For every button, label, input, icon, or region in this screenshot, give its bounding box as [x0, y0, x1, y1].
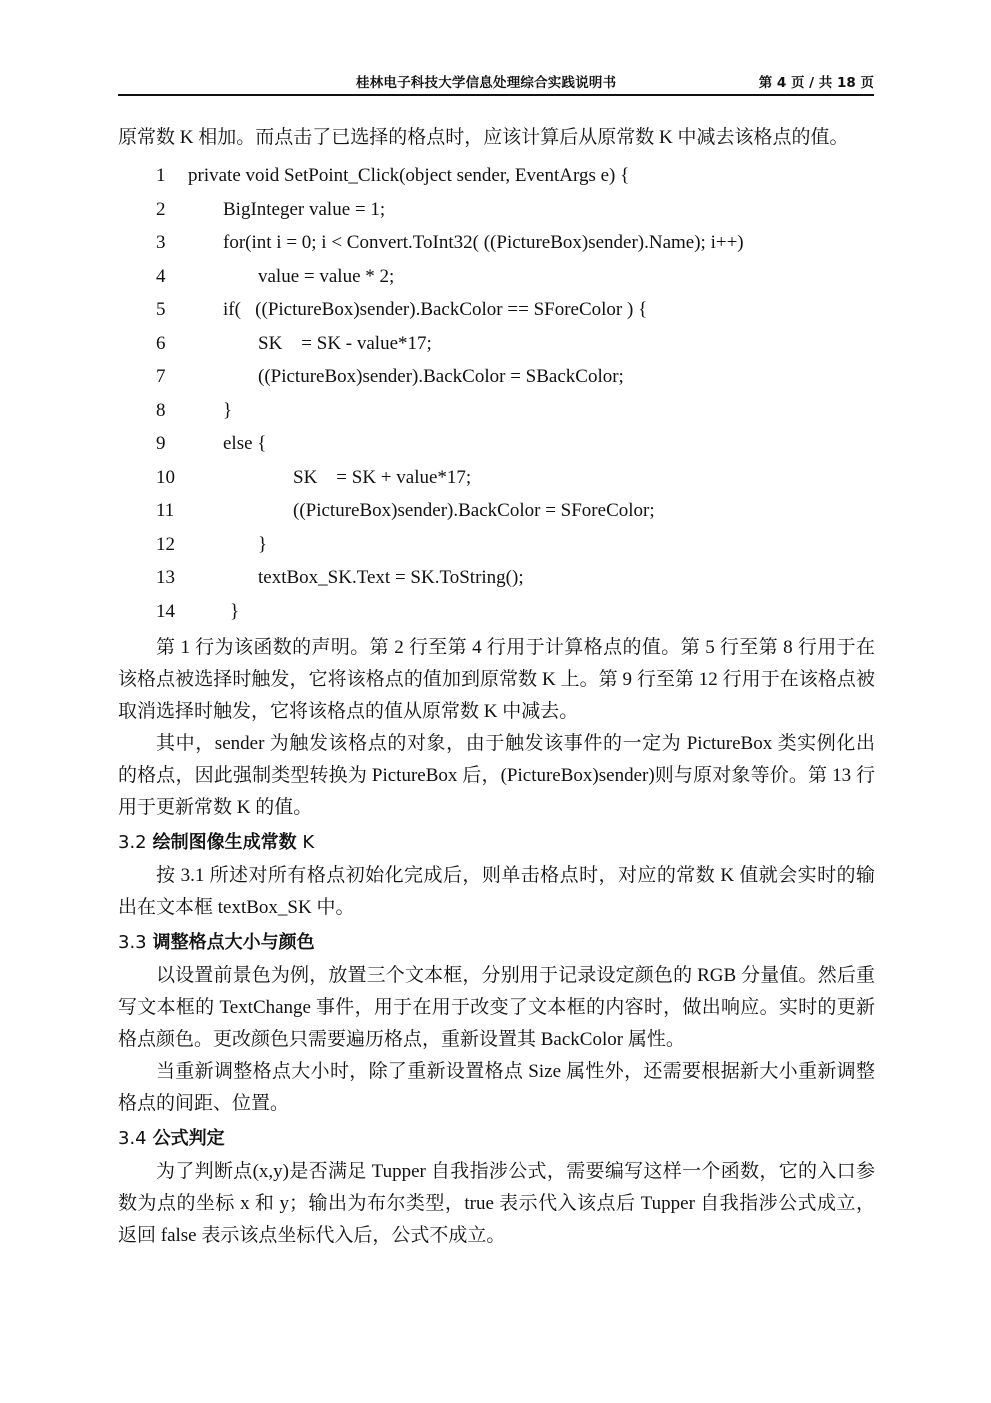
code-line-number: 14: [156, 600, 175, 622]
code-line-text: }: [223, 399, 233, 421]
intro-paragraph: 原常数 K 相加。而点击了已选择的格点时，应该计算后从原常数 K 中减去该格点的值。: [118, 127, 849, 148]
code-line-number: 13: [156, 567, 175, 588]
section-title: 公式判定: [152, 1128, 225, 1149]
header-page-number: 第 4 页 / 共 18 页: [758, 75, 874, 91]
paragraph-color: 以设置前景色为例，放置三个文本框，分别用于记录设定颜色的 RGB 分量值。然后重写文本框的 TextChange 事件，用于在用于改变了文本框的内容时，做出响应。实时的更新格点颜色。更改颜色只需要遍历格点，重新设置其 BackColor 属性。: [118, 965, 875, 1050]
code-line-number: 10: [156, 466, 175, 488]
code-line-number: 2: [156, 198, 166, 220]
code-line-text: if( ((PictureBox)sender).BackColor == SForeColor ) {: [223, 299, 648, 320]
code-line: [118, 394, 875, 428]
section-number: 3.4: [118, 1128, 147, 1149]
section-title-suffix: K: [296, 832, 315, 853]
code-line-text: }: [258, 533, 268, 555]
page-header: [118, 66, 874, 96]
code-line: [118, 360, 875, 394]
code-line: [118, 293, 875, 327]
code-line-text: }: [230, 600, 240, 622]
code-line: [118, 561, 875, 595]
paragraph-line-explanation: 第 1 行为该函数的声明。第 2 行至第 4 行用于计算格点的值。第 5 行至第 8 行用于在该格点被选择时触发，它将该格点的值加到原常数 K 上。第 9 行至第 12 行用于在该格点被取消选择时触发，它将该格点的值从原常数 K 中减去。: [118, 637, 875, 722]
code-line: [118, 327, 875, 361]
code-line: [118, 226, 875, 260]
section-number: 3.2: [118, 832, 147, 853]
code-line-number: 3: [156, 232, 166, 253]
code-line-text: BigInteger value = 1;: [223, 198, 386, 220]
code-line-text: SK = SK + value*17;: [293, 466, 472, 488]
code-line-text: ((PictureBox)sender).BackColor = SForeColor;: [293, 500, 655, 521]
code-line-text: value = value * 2;: [258, 265, 395, 287]
code-line-number: 4: [156, 265, 166, 287]
section-heading-3-3: [118, 927, 875, 958]
code-line-number: 5: [156, 299, 166, 320]
code-line-text: else {: [223, 433, 267, 454]
code-line-text: SK = SK - value*17;: [258, 332, 432, 354]
code-line: [118, 427, 875, 461]
code-line: [118, 461, 875, 495]
code-line: [118, 494, 875, 528]
code-line-number: 7: [156, 366, 166, 387]
code-line-text: textBox_SK.Text = SK.ToString();: [258, 567, 524, 588]
code-line-number: 8: [156, 399, 166, 421]
header-title: 桂林电子科技大学信息处理综合实践说明书: [356, 75, 617, 91]
section-heading-3-2: [118, 827, 875, 858]
section-number: 3.3: [118, 932, 147, 953]
section-heading-3-4: [118, 1123, 875, 1154]
page-content: [118, 122, 875, 1252]
paragraph-size: 当重新调整格点大小时，除了重新设置格点 Size 属性外，还需要根据新大小重新调整格点的间距、位置。: [118, 1061, 875, 1114]
code-line: [118, 260, 875, 294]
code-line-number: 1: [156, 165, 166, 186]
code-line: [118, 595, 875, 629]
code-listing: [118, 159, 875, 628]
code-line-text: for(int i = 0; i < Convert.ToInt32( ((PictureBox)sender).Name); i++): [223, 232, 744, 253]
code-line-text: private void SetPoint_Click(object sender, EventArgs e) {: [188, 165, 630, 186]
section-title: 调整格点大小与颜色: [152, 932, 315, 953]
code-line-number: 12: [156, 533, 175, 555]
paragraph-generate-constant: 按 3.1 所述对所有格点初始化完成后，则单击格点时，对应的常数 K 值就会实时的输出在文本框 textBox_SK 中。: [118, 865, 875, 918]
paragraph-formula-check: 为了判断点(x,y)是否满足 Tupper 自我指涉公式，需要编写这样一个函数，它的入口参数为点的坐标 x 和 y；输出为布尔类型，true 表示代入该点后 Tupper 自我指涉公式成立，返回 false 表示该点坐标代入后，公式不成立。: [118, 1161, 875, 1246]
code-line: [118, 528, 875, 562]
code-line: [118, 159, 875, 193]
code-line-number: 6: [156, 332, 166, 354]
code-line-number: 11: [156, 500, 175, 521]
paragraph-sender-explanation: 其中，sender 为触发该格点的对象，由于触发该事件的一定为 PictureBox 类实例化出的格点，因此强制类型转换为 PictureBox 后，(PictureBox)sender)则与原对象等价。第 13 行用于更新常数 K 的值。: [118, 733, 875, 818]
code-line-text: ((PictureBox)sender).BackColor = SBackColor;: [258, 366, 624, 387]
code-line-number: 9: [156, 433, 166, 454]
section-title: 绘制图像生成常数: [152, 832, 297, 853]
code-line: [118, 193, 875, 227]
